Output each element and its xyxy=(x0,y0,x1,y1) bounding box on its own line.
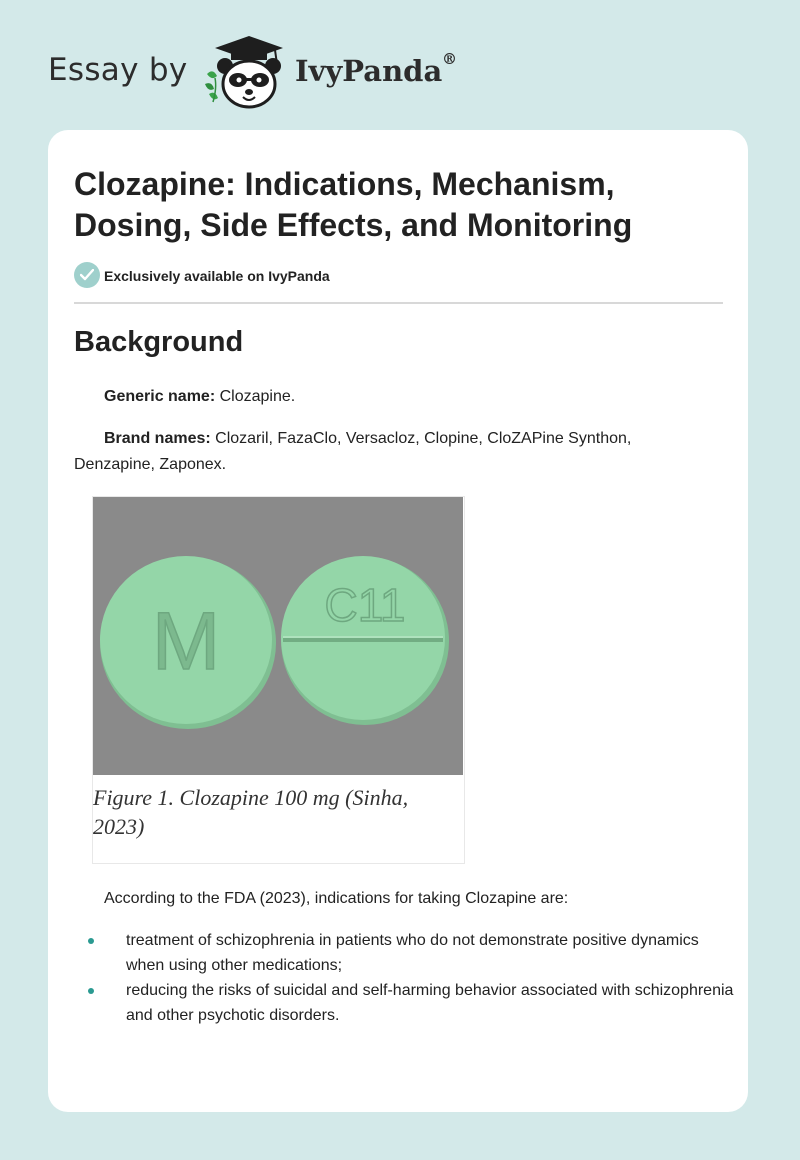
site-brand[interactable] xyxy=(48,34,488,108)
bullet-icon xyxy=(88,938,94,944)
generic-name-paragraph xyxy=(74,384,714,410)
clozapine-pill-photo xyxy=(93,497,463,775)
indication-text: treatment of schizophrenia in patients who do not demonstrate positive dynamics when using other medications; xyxy=(126,932,699,974)
figure-caption: Figure 1. Clozapine 100 mg (Sinha, 2023) xyxy=(93,785,409,839)
indications-intro: According to the FDA (2023), indications for taking Clozapine are: xyxy=(104,890,569,907)
brand-names-value: Clozaril, FazaClo, Versacloz, Clopine, CloZAPine Synthon, Denzapine, Zaponex. xyxy=(74,430,632,473)
pill-left-mark: M xyxy=(151,596,221,687)
list-item xyxy=(74,928,734,978)
brand-names-paragraph xyxy=(74,426,714,478)
article-card xyxy=(48,130,748,1112)
brand-name: IvyPanda xyxy=(295,54,443,88)
exclusive-notice xyxy=(74,262,474,290)
generic-name-value: Clozapine. xyxy=(215,388,296,405)
article-title: Clozapine: Indications, Mechanism, Dosing, Side Effects, and Monitoring xyxy=(74,166,633,243)
list-item xyxy=(74,978,734,1028)
brand-names-label: Brand names: xyxy=(104,430,211,447)
brand-prefix: Essay by xyxy=(48,52,188,88)
generic-name-label: Generic name: xyxy=(104,388,216,405)
pill-right-mark: C11 xyxy=(324,579,406,631)
registered-mark: ® xyxy=(442,50,457,68)
panda-logo-icon xyxy=(201,34,287,110)
indications-list xyxy=(74,928,734,1028)
title-divider xyxy=(74,302,723,304)
exclusive-label: Exclusively available on IvyPanda xyxy=(104,268,330,284)
indication-text: reducing the risks of suicidal and self-harming behavior associated with schizophrenia and other psychotic disorders. xyxy=(126,982,734,1024)
bullet-icon xyxy=(88,988,94,994)
section-heading-background: Background xyxy=(74,326,244,358)
figure-clozapine xyxy=(92,496,465,864)
check-icon xyxy=(74,262,100,288)
